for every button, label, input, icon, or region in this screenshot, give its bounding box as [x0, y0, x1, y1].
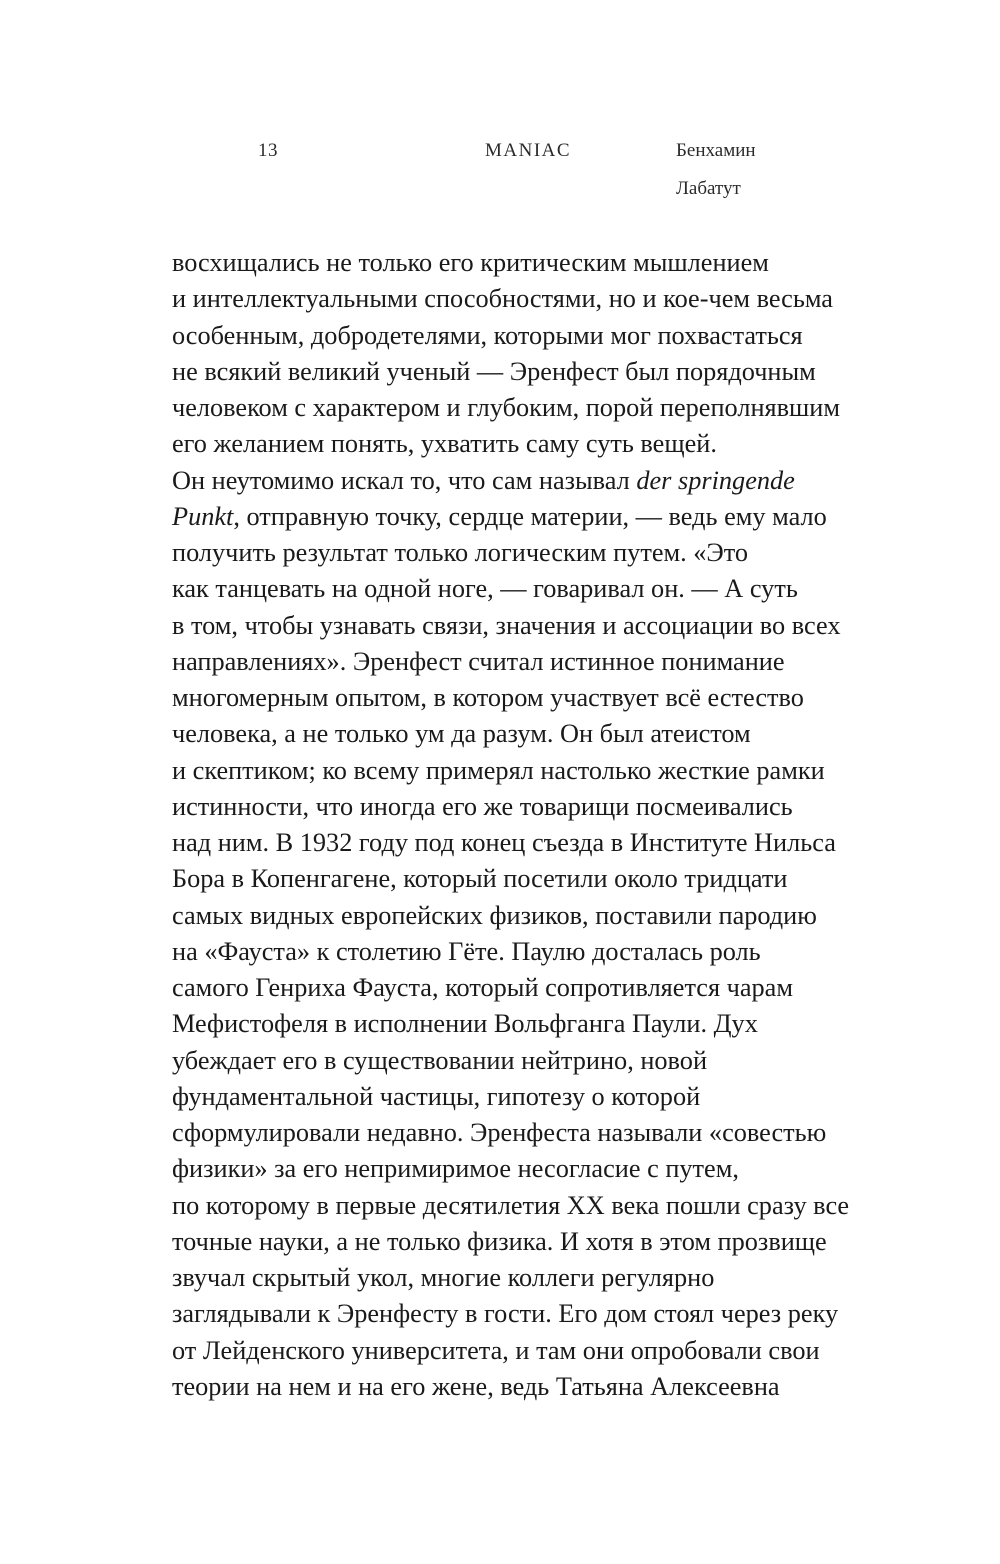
text-segment: Он неутомимо искал то, что сам называл	[172, 465, 637, 495]
text-line: как танцевать на одной ноге, — говаривал он. — А суть	[172, 574, 798, 604]
text-line: в том, чтобы узнавать связи, значения и ассоциации во всех	[172, 610, 841, 640]
author-last-name: Лабатут	[676, 178, 741, 199]
text-line: звучал скрытый укол, многие коллеги регулярно	[172, 1263, 715, 1292]
body-text	[172, 245, 932, 1405]
text-line: на «Фауста» к столетию Гёте. Паулю досталась роль	[172, 936, 761, 966]
text-line: точные науки, а не только физика. И хотя в этом прозвище	[172, 1226, 827, 1256]
text-line: многомерным опытом, в котором участвует всё естество	[172, 683, 804, 712]
text-line: от Лейденского университета, и там они опробовали свои	[172, 1335, 820, 1365]
text-line: самых видных европейских физиков, поставили пародию	[172, 900, 817, 930]
text-line: самого Генриха Фауста, который сопротивляется чарам	[172, 973, 793, 1002]
text-line: фундаментальной частицы, гипотезу о которой	[172, 1081, 701, 1111]
text-line: Мефистофеля в исполнении Вольфганга Паули. Дух	[172, 1009, 758, 1039]
book-title: MANIAC	[485, 140, 572, 161]
text-line: человека, а не только ум да разум. Он был атеистом	[172, 719, 751, 749]
text-line: и интеллектуальными способностями, но и кое-чем весьма	[172, 284, 833, 314]
text-line	[172, 499, 932, 535]
text-line: убеждает его в существовании нейтрино, новой	[172, 1045, 708, 1075]
text-line: направлениях». Эренфест считал истинное понимание	[172, 646, 785, 676]
text-line: сформулировали недавно. Эренфеста называли «совестью	[172, 1118, 827, 1147]
text-line: не всякий великий ученый — Эренфест был порядочным	[172, 356, 816, 386]
text-line: заглядывали к Эренфесту в гости. Его дом стоял через реку	[172, 1299, 839, 1329]
text-line: по которому в первые десятилетия XX века пошли сразу все	[172, 1190, 850, 1220]
text-line: истинности, что иногда его же товарищи посмеивались	[172, 791, 793, 821]
page-number: 13	[258, 140, 278, 161]
text-line: особенным, добродетелями, которыми мог похвастаться	[172, 320, 803, 350]
running-header	[0, 140, 1000, 210]
text-line: над ним. В 1932 году под конец съезда в Институте Нильса	[172, 828, 836, 857]
text-line: человеком с характером и глубоким, порой переполнявшим	[172, 393, 841, 422]
italic-phrase: Punkt	[172, 501, 234, 531]
text-line: Бора в Копенгагене, который посетили около тридцати	[172, 864, 788, 894]
text-line: получить результат только логическим путем. «Это	[172, 538, 749, 567]
text-line: восхищались не только его критическим мышлением	[172, 248, 769, 277]
italic-phrase: der springende	[636, 465, 795, 495]
text-line: его желанием понять, ухватить саму суть вещей.	[172, 429, 717, 459]
text-line: и скептиком; ко всему примерял настолько жесткие рамки	[172, 755, 825, 785]
author-first-name: Бенхамин	[676, 140, 756, 161]
text-line: теории на нем и на его жене, ведь Татьяна Алексеевна	[172, 1371, 780, 1401]
text-line: физики» за его непримиримое несогласие с путем,	[172, 1154, 739, 1184]
text-segment: , отправную точку, сердце материи, — ведь ему мало	[233, 501, 827, 531]
author-name	[676, 132, 816, 208]
text-line	[172, 463, 932, 499]
